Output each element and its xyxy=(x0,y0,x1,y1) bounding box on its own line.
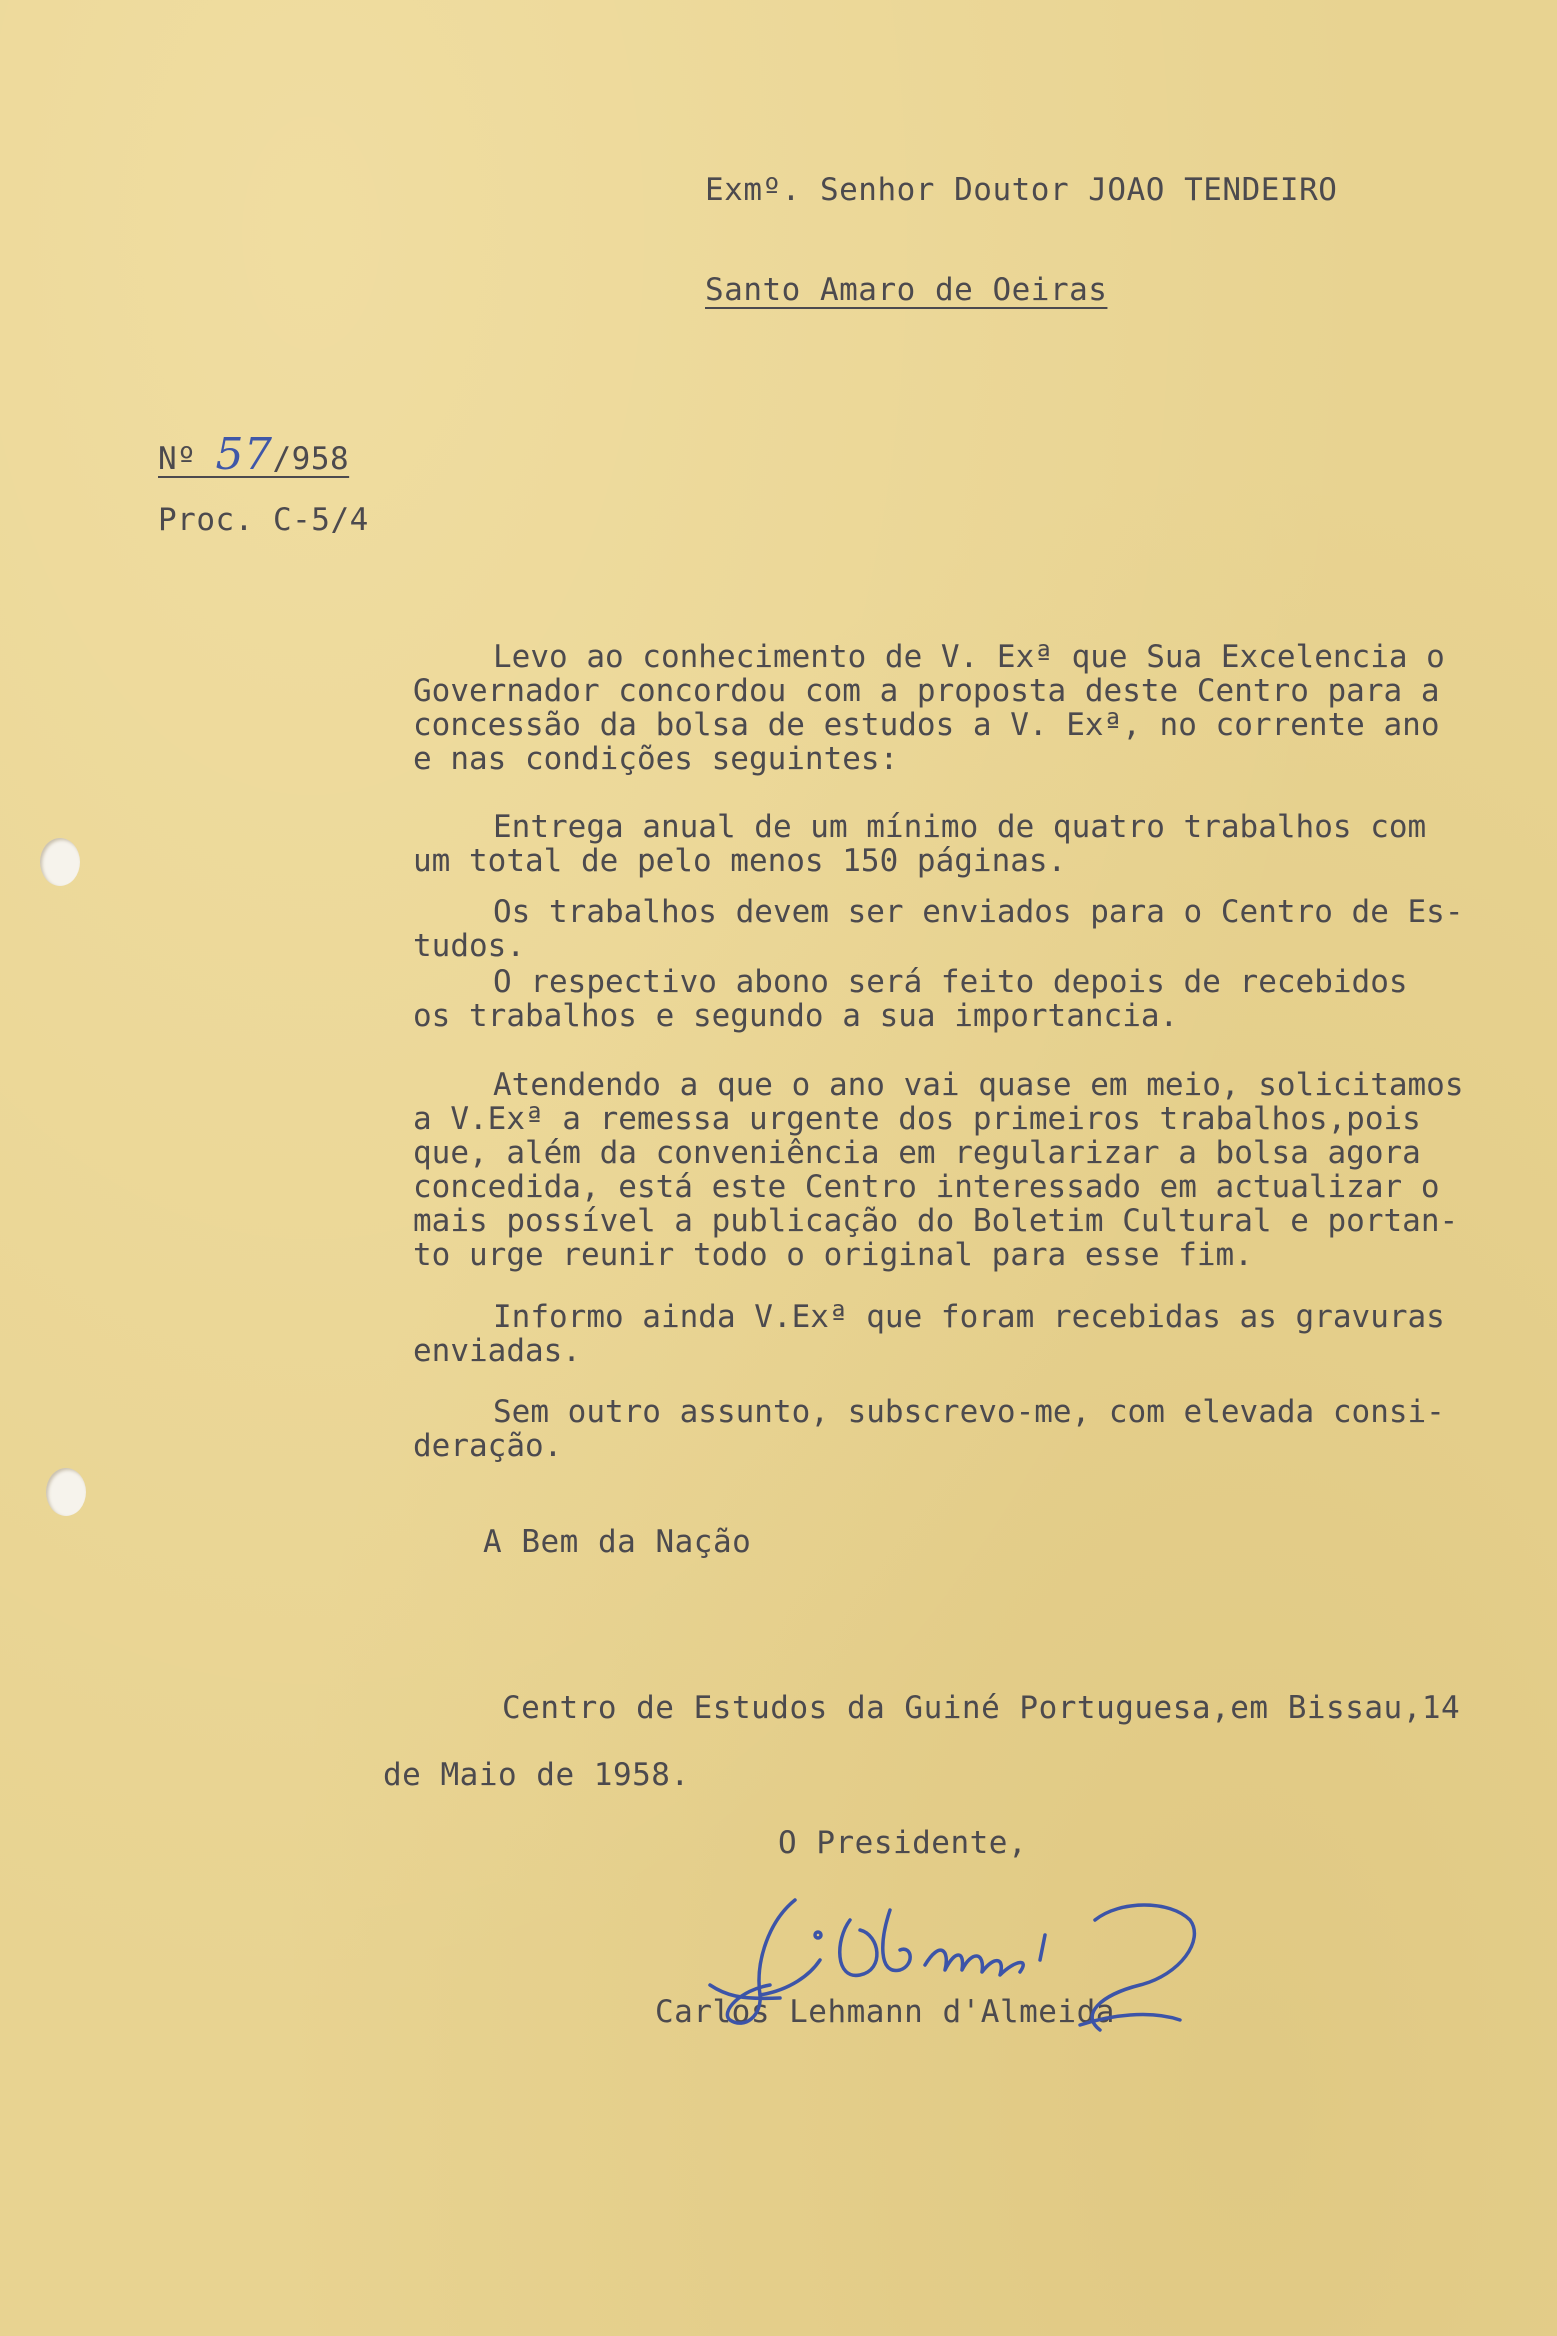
paragraph-condition-1 xyxy=(413,810,1513,878)
recipient-place: Santo Amaro de Oeiras xyxy=(705,272,1108,308)
text-line: Entrega anual de um mínimo de quatro trabalhos com xyxy=(493,809,1427,845)
text-line: mais possível a publicação do Boletim Cultural e portan- xyxy=(413,1203,1459,1239)
place-date-line-2: de Maio de 1958. xyxy=(383,1757,690,1793)
reference-number xyxy=(158,429,350,480)
reference-number-handwritten: 57 xyxy=(215,429,273,480)
paragraph-closing xyxy=(413,1395,1513,1463)
text-line: a V.Exª a remessa urgente dos primeiros trabalhos,pois xyxy=(413,1101,1421,1137)
signature-role: O Presidente, xyxy=(778,1825,1028,1861)
text-line: que, além da conveniência em regularizar a bolsa agora xyxy=(413,1135,1421,1171)
paragraph-engravings xyxy=(413,1300,1513,1368)
text-line: tudos. xyxy=(413,928,525,964)
text-line: O respectivo abono será feito depois de recebidos xyxy=(493,964,1408,1000)
reference-number-year: /958 xyxy=(272,441,350,477)
paragraph-request xyxy=(413,1068,1513,1272)
punch-hole-bottom xyxy=(46,1468,86,1516)
signatory-name: Carlos Lehmann d'Almeida xyxy=(655,1994,1115,2030)
text-line: um total de pelo menos 150 páginas. xyxy=(413,843,1067,879)
place-date-line-1: Centro de Estudos da Guiné Portuguesa,em Bissau,14 xyxy=(502,1690,1461,1726)
text-line: Sem outro assunto, subscrevo-me, com elevada consi- xyxy=(493,1394,1445,1430)
text-line: Atendendo a que o ano vai quase em meio, solicitamos xyxy=(493,1067,1464,1103)
handwritten-signature xyxy=(700,1880,1220,2080)
punch-hole-top xyxy=(40,838,80,886)
reference-number-prefix: Nº xyxy=(158,441,216,477)
paragraph-intro xyxy=(413,640,1513,776)
text-line: concessão da bolsa de estudos a V. Exª, no corrente ano xyxy=(413,707,1440,743)
text-line: Os trabalhos devem ser enviados para o Centro de Es- xyxy=(493,894,1464,930)
salutation: A Bem da Nação xyxy=(483,1524,752,1560)
text-line: Governador concordou com a proposta deste Centro para a xyxy=(413,673,1440,709)
recipient-name: Exmº. Senhor Doutor JOAO TENDEIRO xyxy=(705,172,1338,208)
text-line: Informo ainda V.Exª que foram recebidas as gravuras xyxy=(493,1299,1445,1335)
paragraph-condition-3 xyxy=(413,965,1513,1033)
text-line: enviadas. xyxy=(413,1333,581,1369)
text-line: e nas condições seguintes: xyxy=(413,741,899,777)
text-line: os trabalhos e segundo a sua importancia. xyxy=(413,998,1179,1034)
text-line: concedida, está este Centro interessado em actualizar o xyxy=(413,1169,1440,1205)
text-line: Levo ao conhecimento de V. Exª que Sua Excelencia o xyxy=(493,639,1445,675)
text-line: to urge reunir todo o original para esse fim. xyxy=(413,1237,1253,1273)
text-line: deração. xyxy=(413,1428,563,1464)
paragraph-condition-2 xyxy=(413,895,1513,963)
process-reference: Proc. C-5/4 xyxy=(158,502,369,538)
